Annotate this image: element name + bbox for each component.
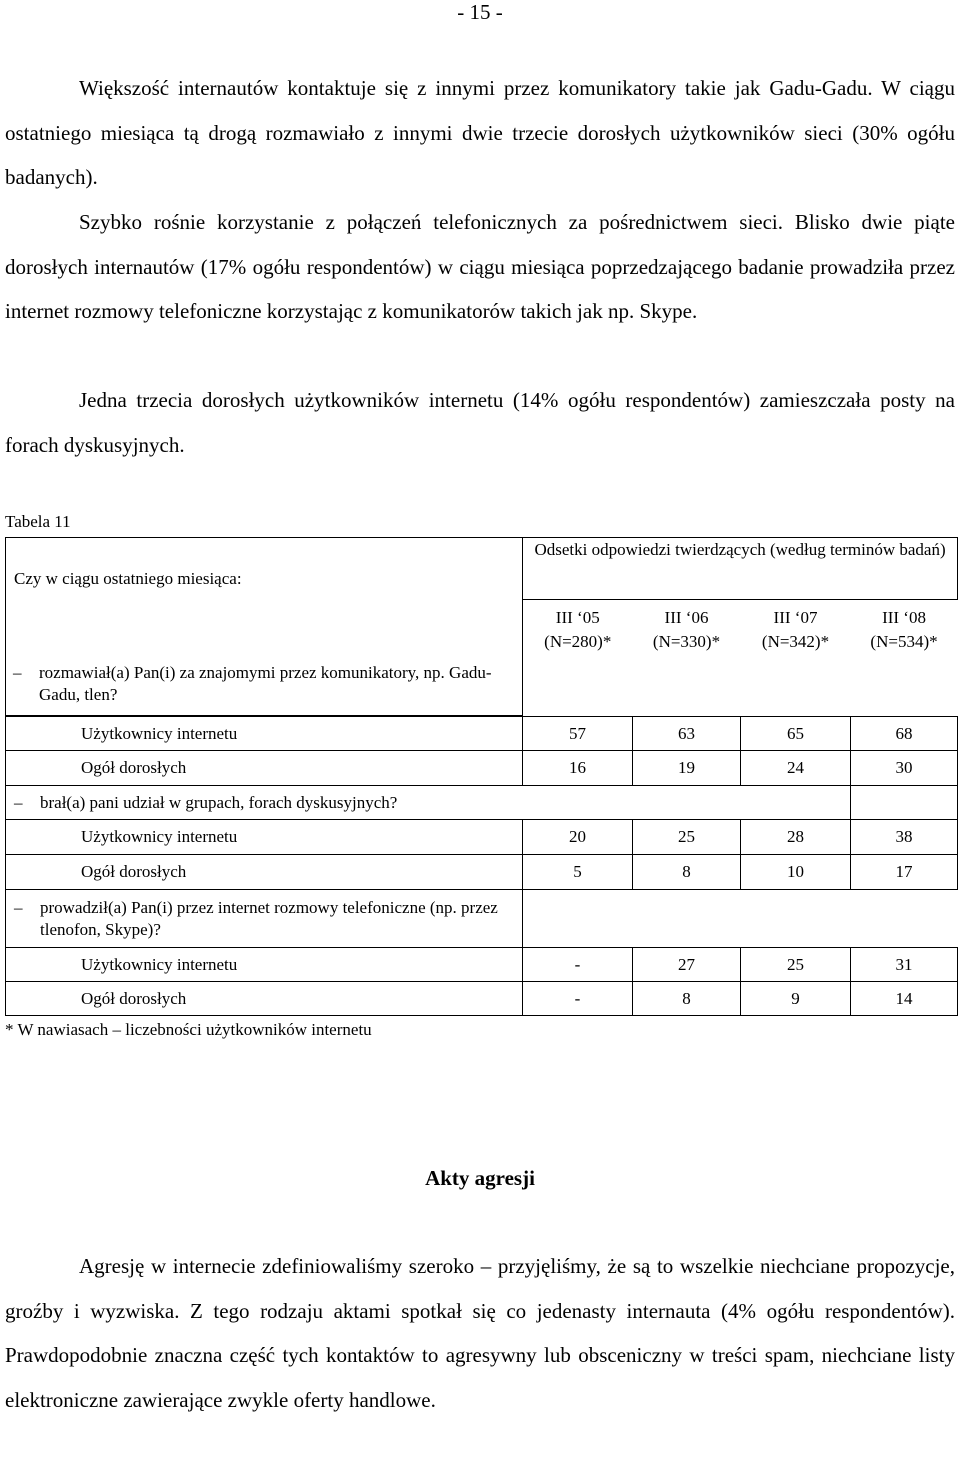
wave-header-2006: III ‘06 (N=330)* — [652, 607, 721, 651]
paragraph-aggression: Agresję w internecie zdefiniowaliśmy szeroko – przyjęliśmy, że są to wszelkie niechciane propozycje, groźby i wyzwiska. Z tego rodzaju aktami spotkał się co jedenasty internauta (4% ogółu respondentów). Prawdopodobnie znaczna część tych kontaktów to agresywny lub obsceniczny w treści spam, niechciane listy elektroniczne zawierające zwykle oferty handlowe. — [5, 1254, 955, 1412]
table-cell: 8 — [633, 855, 741, 890]
table-cell: 5 — [523, 855, 633, 890]
survey-table — [5, 537, 958, 1016]
paragraph-internet-telephony: Szybko rośnie korzystanie z połączeń telefonicznych za pośrednictwem sieci. Blisko dwie piąte dorosłych internautów (17% ogółu respondentów) w ciągu miesiąca poprzedzającego badanie prowadziła przez internet rozmowy telefoniczne korzystając z komunikatorów takich jak np. Skype. — [5, 210, 955, 323]
table-footnote: * W nawiasach – liczebności użytkowników internetu — [5, 1020, 372, 1039]
table-cell: 24 — [741, 751, 851, 786]
table-cell: 28 — [741, 820, 851, 855]
table-cell: 30 — [851, 751, 958, 786]
table-cell: 65 — [741, 717, 851, 751]
question-text: prowadził(a) Pan(i) przez internet rozmowy telefoniczne (np. przez tlenofon, Skype)? — [40, 897, 498, 939]
wave-header-2008: III ‘08 (N=534)* — [870, 607, 938, 651]
dash-marker: – — [13, 663, 22, 682]
table-cell: 38 — [851, 820, 958, 855]
wave-header-2007: III ‘07 (N=342)* — [761, 607, 830, 651]
table-cell: 68 — [851, 717, 958, 751]
question-row — [6, 890, 523, 948]
answers-header: Odsetki odpowiedzi twierdzących (według terminów badań) — [523, 538, 958, 600]
question-text: rozmawiał(a) Pan(i) za znajomymi przez komunikatory, np. Gadu-Gadu, tlen? — [39, 663, 492, 704]
table-cell: 25 — [633, 820, 741, 855]
dash-marker: – — [14, 792, 23, 812]
page-number: - 15 - — [457, 0, 503, 24]
table-cell: 10 — [741, 855, 851, 890]
table-cell: 16 — [523, 751, 633, 786]
table-cell: 63 — [633, 717, 741, 751]
table-caption: Tabela 11 — [5, 512, 71, 531]
table-cell: 57 — [523, 717, 633, 751]
table-cell: - — [523, 948, 633, 982]
row-label: Użytkownicy internetu — [6, 948, 523, 982]
table-cell: 19 — [633, 751, 741, 786]
paragraph-forums: Jedna trzecia dorosłych użytkowników internetu (14% ogółu respondentów) zamieszczała posty na forach dyskusyjnych. — [5, 388, 955, 457]
table-cell: 14 — [851, 982, 958, 1016]
question-row — [13, 662, 523, 706]
paragraph-communicators: Większość internautów kontaktuje się z innymi przez komunikatory takie jak Gadu-Gadu. W ciągu ostatniego miesiąca tą drogą rozmawiało z innymi dwie trzecie dorosłych użytkowników sieci (30% ogółu badanych). — [5, 76, 955, 189]
question-text: brał(a) pani udział w grupach, forach dyskusyjnych? — [40, 792, 398, 812]
row-label: Użytkownicy internetu — [6, 820, 523, 855]
table-cell: 25 — [741, 948, 851, 982]
table-cell: 8 — [633, 982, 741, 1016]
table-cell: 31 — [851, 948, 958, 982]
question-header: Czy w ciągu ostatniego miesiąca: — [14, 569, 242, 588]
table-cell: 9 — [741, 982, 851, 1016]
row-label: Ogół dorosłych — [6, 982, 523, 1016]
section-title: Akty agresji — [425, 1166, 535, 1190]
row-label: Użytkownicy internetu — [6, 717, 523, 751]
table-cell: 27 — [633, 948, 741, 982]
table-cell: 20 — [523, 820, 633, 855]
table-cell: - — [523, 982, 633, 1016]
question-row — [6, 786, 851, 820]
table-cell: 17 — [851, 855, 958, 890]
wave-header-2005: III ‘05 (N=280)* — [544, 607, 612, 651]
dash-marker: – — [14, 897, 23, 917]
row-label: Ogół dorosłych — [6, 855, 523, 890]
row-label: Ogół dorosłych — [6, 751, 523, 786]
